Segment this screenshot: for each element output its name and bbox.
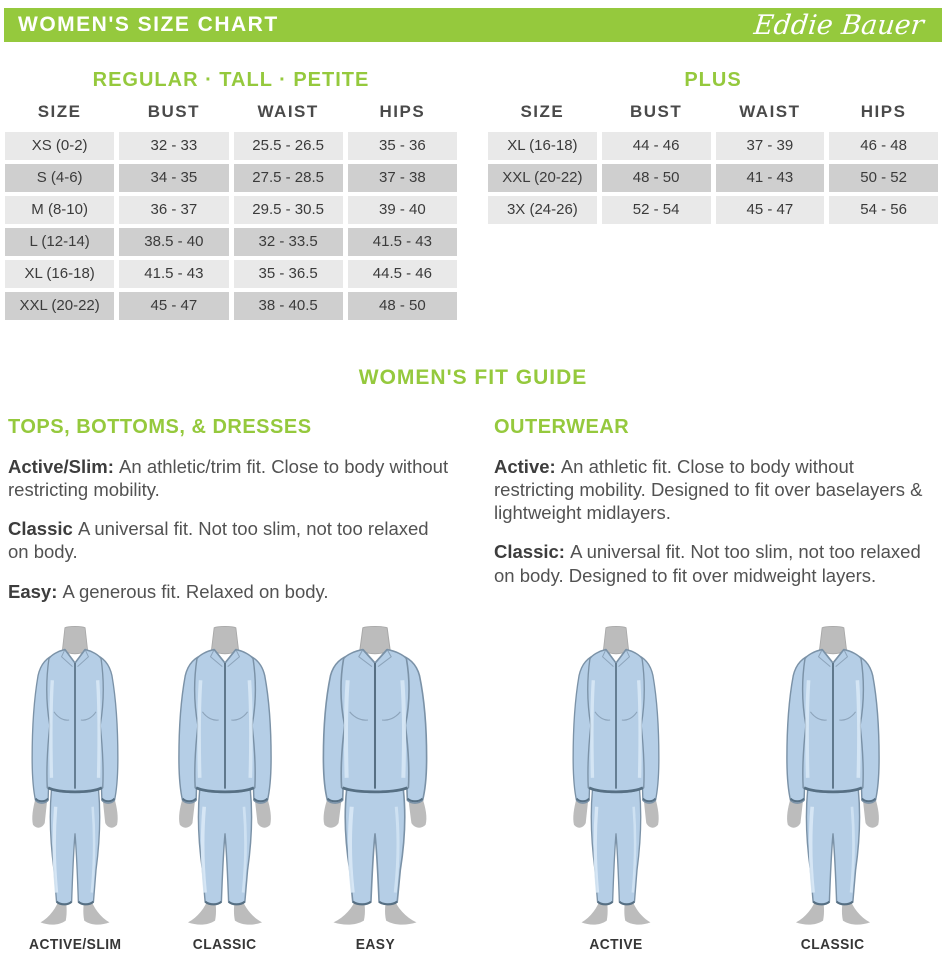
table-cell: 54 - 56	[829, 196, 938, 224]
fit-term: Easy:	[8, 580, 63, 602]
table-cell: 35 - 36.5	[234, 260, 343, 288]
table-cell: 46 - 48	[829, 132, 938, 160]
fit-description: Easy: A generous fit. Relaxed on body.	[8, 580, 329, 602]
figure-label: EASY	[355, 935, 395, 953]
table-cell: 37 - 39	[716, 132, 825, 160]
fit-figure-classic	[758, 626, 908, 953]
fit-figure-easy	[300, 626, 450, 953]
table-cell: 38.5 - 40	[119, 228, 228, 256]
fit-term: Classic	[8, 518, 78, 540]
fit-term: Active:	[494, 456, 561, 477]
table-cell: L (12-14)	[5, 228, 114, 256]
regular-table-grid	[5, 96, 457, 320]
size-tables-section	[5, 69, 946, 320]
table-cell: 35 - 36	[348, 132, 457, 160]
regular-table-title: REGULAR · TALL · PETITE	[92, 69, 370, 91]
fit-column-heading: TOPS, BOTTOMS, & DRESSES	[8, 416, 312, 438]
table-cell: XXL (20-22)	[488, 164, 597, 192]
table-cell: XL (16-18)	[5, 260, 114, 288]
fit-column-heading: OUTERWEAR	[494, 416, 630, 438]
mannequin-illustration	[150, 626, 300, 926]
figure-label: CLASSIC	[801, 935, 865, 953]
fit-guide-title: WOMEN'S FIT GUIDE	[358, 366, 588, 389]
column-header: SIZE	[520, 102, 565, 121]
table-cell: 41.5 - 43	[119, 260, 228, 288]
column-header: BUST	[147, 102, 201, 121]
fit-figure-classic	[150, 626, 300, 953]
table-cell: 27.5 - 28.5	[234, 164, 343, 192]
plus-table-title: PLUS	[684, 69, 742, 91]
table-cell: 32 - 33.5	[234, 228, 343, 256]
page-title: WOMEN'S SIZE CHART	[18, 13, 279, 36]
column-header: SIZE	[37, 102, 82, 121]
figures-group-outerwear	[541, 626, 908, 953]
table-cell: 34 - 35	[119, 164, 228, 192]
column-header: WAIST	[257, 102, 319, 121]
table-cell: 39 - 40	[348, 196, 457, 224]
size-chart-page	[0, 8, 946, 958]
fit-guide-columns	[0, 416, 946, 603]
header-bar	[4, 8, 942, 42]
fit-entries	[8, 455, 452, 603]
figure-label: ACTIVE	[589, 935, 643, 953]
figure-label: CLASSIC	[193, 935, 257, 953]
fit-figures-section	[0, 626, 946, 953]
plus-table	[488, 69, 938, 320]
table-cell: 52 - 54	[602, 196, 711, 224]
table-cell: 38 - 40.5	[234, 292, 343, 320]
table-cell: 44 - 46	[602, 132, 711, 160]
table-cell: 45 - 47	[119, 292, 228, 320]
table-cell: 50 - 52	[829, 164, 938, 192]
figures-group-tops	[0, 626, 450, 953]
table-cell: 36 - 37	[119, 196, 228, 224]
fit-column-tops	[8, 416, 452, 603]
table-cell: XXL (20-22)	[5, 292, 114, 320]
table-cell: XS (0-2)	[5, 132, 114, 160]
table-cell: M (8-10)	[5, 196, 114, 224]
table-cell: 37 - 38	[348, 164, 457, 192]
table-cell: 25.5 - 26.5	[234, 132, 343, 160]
table-cell: 41 - 43	[716, 164, 825, 192]
table-cell: 32 - 33	[119, 132, 228, 160]
table-cell: 41.5 - 43	[348, 228, 457, 256]
table-cell: 48 - 50	[602, 164, 711, 192]
table-cell: 44.5 - 46	[348, 260, 457, 288]
column-header: HIPS	[379, 102, 426, 121]
plus-table-grid	[488, 96, 938, 224]
mannequin-illustration	[541, 626, 691, 926]
column-header: WAIST	[739, 102, 801, 121]
fit-term: Classic:	[494, 541, 571, 563]
fit-description: Active: An athletic fit. Close to body without restricting mobility. Designed to fit over baselayers & lightweight midlayers.	[494, 456, 923, 524]
mannequin-illustration	[0, 626, 150, 926]
fit-figure-active	[541, 626, 691, 953]
fit-column-outerwear	[494, 416, 938, 603]
column-header: BUST	[629, 102, 683, 121]
table-cell: 48 - 50	[348, 292, 457, 320]
mannequin-illustration	[300, 626, 450, 926]
table-cell: 3X (24-26)	[488, 196, 597, 224]
column-header: HIPS	[860, 102, 907, 121]
fit-entries	[494, 455, 938, 587]
fit-figure-active-slim	[0, 626, 150, 953]
eddie-bauer-logo: Eddie Bauer	[752, 9, 926, 41]
table-cell: 45 - 47	[716, 196, 825, 224]
fit-term: Active/Slim:	[8, 456, 120, 477]
table-cell: XL (16-18)	[488, 132, 597, 160]
mannequin-illustration	[758, 626, 908, 926]
fit-description: Classic: A universal fit. Not too slim, not too relaxed on body. Designed to fit over midweight layers.	[494, 541, 921, 586]
figure-label: ACTIVE/SLIM	[28, 935, 122, 953]
regular-tall-petite-table	[5, 69, 457, 320]
fit-description: Active/Slim: An athletic/trim fit. Close to body without restricting mobility.	[8, 456, 449, 501]
table-cell: S (4-6)	[5, 164, 114, 192]
table-cell: 29.5 - 30.5	[234, 196, 343, 224]
fit-description: Classic A universal fit. Not too slim, not too relaxed on body.	[8, 518, 429, 563]
